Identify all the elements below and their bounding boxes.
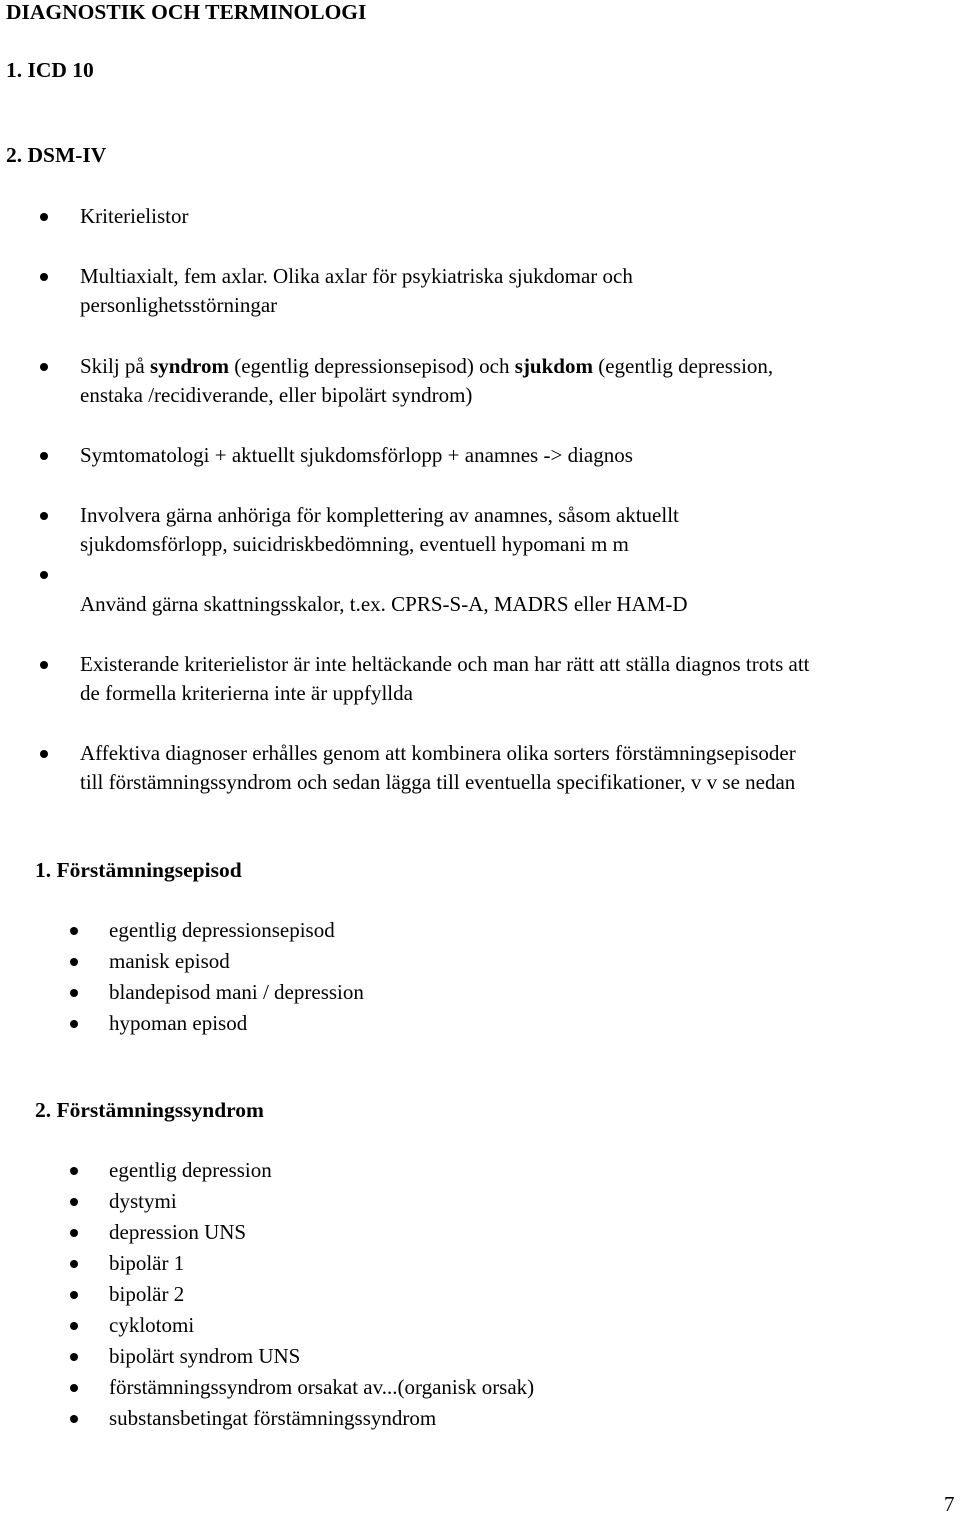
- bullet-icon: [70, 1198, 78, 1206]
- bullet-icon: [70, 1020, 78, 1028]
- term-sjukdom: sjukdom: [514, 354, 593, 378]
- list-item: egentlig depressionsepisod: [109, 918, 335, 942]
- list-item: bipolär 1: [109, 1251, 185, 1275]
- paragraph-line: sjukdomsförlopp, suicidriskbedömning, eventuell hypomani m m: [80, 532, 629, 556]
- text-run: Skilj på: [80, 354, 151, 378]
- list-item: bipolärt syndrom UNS: [109, 1344, 301, 1368]
- bullet-icon: [70, 958, 78, 966]
- bullet-icon: [70, 1260, 78, 1268]
- bullet-icon: [70, 1291, 78, 1299]
- bullet-icon: [40, 213, 48, 221]
- document-title: DIAGNOSTIK OCH TERMINOLOGI: [6, 0, 367, 24]
- dsm-bullet-skattningsskalor: Använd gärna skattningsskalor, t.ex. CPRS-S-A, MADRS eller HAM-D: [80, 592, 688, 616]
- section-dsm-iv: 2. DSM-IV: [6, 143, 107, 167]
- list-item: förstämningssyndrom orsakat av...(organisk orsak): [109, 1375, 535, 1399]
- bullet-icon: [40, 571, 48, 579]
- text-run: (egentlig depression,: [592, 354, 774, 378]
- bullet-icon: [70, 1415, 78, 1423]
- section-forstamningssyndrom: 2. Förstämningssyndrom: [35, 1098, 264, 1122]
- list-item: blandepisod mani / depression: [109, 980, 364, 1004]
- bullet-icon: [70, 927, 78, 935]
- list-item: egentlig depression: [109, 1158, 272, 1182]
- term-syndrom: syndrom: [150, 354, 229, 378]
- section-forstamningsepisod: 1. Förstämningsepisod: [35, 858, 242, 882]
- bullet-icon: [40, 363, 48, 371]
- paragraph-line: Involvera gärna anhöriga för komplettering av anamnes, såsom aktuellt: [80, 503, 679, 527]
- bullet-icon: [40, 661, 48, 669]
- list-item: cyklotomi: [109, 1313, 195, 1337]
- bullet-icon: [40, 750, 48, 758]
- bullet-icon: [70, 1353, 78, 1361]
- list-item: bipolär 2: [109, 1282, 185, 1306]
- dsm-bullet-syndrom-sjukdom: [80, 352, 960, 410]
- bullet-icon: [70, 1322, 78, 1330]
- section-icd10: 1. ICD 10: [6, 58, 94, 82]
- paragraph-line: [80, 352, 960, 381]
- text-run: (egentlig depressionsepisod) och: [228, 354, 515, 378]
- paragraph-line: Affektiva diagnoser erhålles genom att kombinera olika sorters förstämningsepisoder: [80, 741, 796, 765]
- bullet-icon: [40, 452, 48, 460]
- dsm-bullet-symtomatologi: Symtomatologi + aktuellt sjukdomsförlopp + anamnes -> diagnos: [80, 443, 633, 467]
- page-number: 7: [944, 1492, 955, 1516]
- list-item: dystymi: [109, 1189, 177, 1213]
- bullet-icon: [70, 1384, 78, 1392]
- paragraph-line: enstaka /recidiverande, eller bipolärt syndrom): [80, 383, 473, 407]
- paragraph-line: personlighetsstörningar: [80, 293, 278, 317]
- paragraph-line: Multiaxialt, fem axlar. Olika axlar för psykiatriska sjukdomar och: [80, 264, 633, 288]
- list-item: substansbetingat förstämningssyndrom: [109, 1406, 437, 1430]
- dsm-bullet-multiaxialt: [80, 262, 960, 320]
- list-item: depression UNS: [109, 1220, 247, 1244]
- dsm-bullet-existerande: [80, 650, 960, 708]
- paragraph-line: Existerande kriterielistor är inte heltäckande och man har rätt att ställa diagnos trots att: [80, 652, 810, 676]
- dsm-bullet-affektiva: [80, 739, 960, 797]
- dsm-bullet-kriterielistor: Kriterielistor: [80, 204, 189, 228]
- paragraph-line: till förstämningssyndrom och sedan lägga till eventuella specifikationer, v v se nedan: [80, 770, 796, 794]
- bullet-icon: [40, 273, 48, 281]
- dsm-bullet-involvera: [80, 501, 960, 559]
- bullet-icon: [40, 512, 48, 520]
- paragraph-line: de formella kriterierna inte är uppfyllda: [80, 681, 413, 705]
- bullet-icon: [70, 989, 78, 997]
- list-item: hypoman episod: [109, 1011, 248, 1035]
- bullet-icon: [70, 1229, 78, 1237]
- bullet-icon: [70, 1167, 78, 1175]
- list-item: manisk episod: [109, 949, 230, 973]
